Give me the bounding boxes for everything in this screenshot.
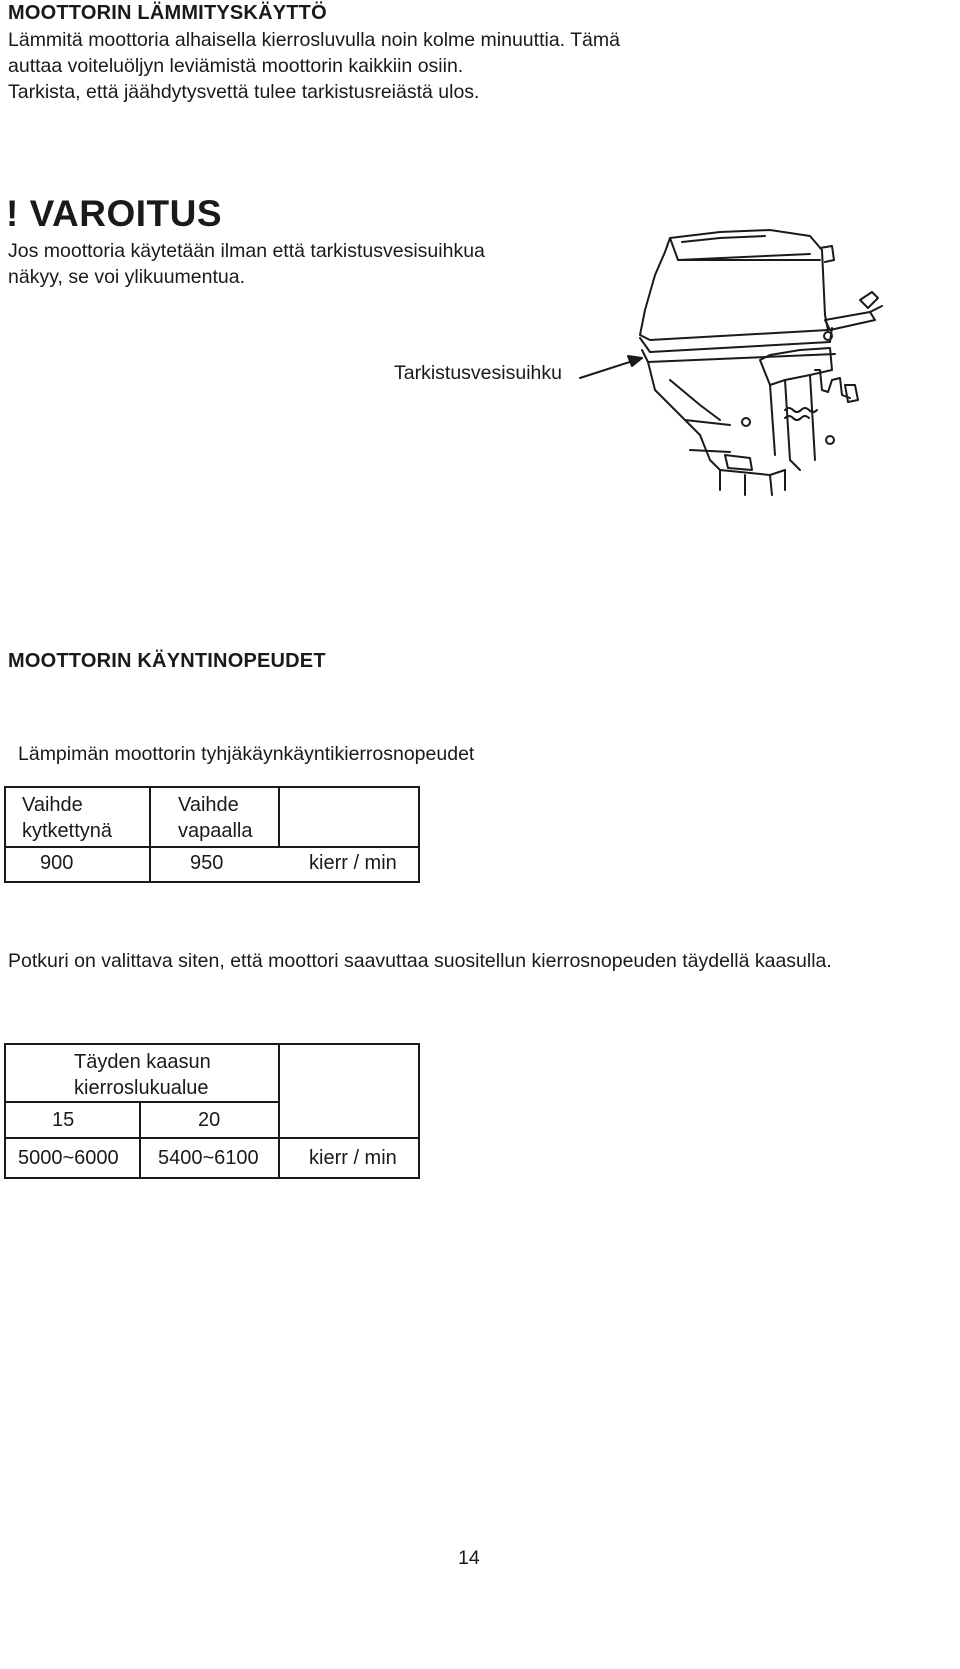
idle-header-neutral: Vaihde vapaalla	[178, 794, 253, 842]
throttle-range-15: 5000~6000	[18, 1147, 119, 1169]
callout-label: Tarkistusvesisuihku	[394, 362, 562, 384]
warmup-line-3: Tarkista, että jäähdytysvettä tulee tarkistusreiästä ulos.	[8, 81, 480, 103]
warmup-line-1: Lämmitä moottoria alhaisella kierrosluvulla noin kolme minuuttia. Tämä	[8, 29, 620, 51]
throttle-range-20: 5400~6100	[158, 1147, 259, 1169]
throttle-header: Täyden kaasun kierroslukualue	[74, 1051, 211, 1099]
warmup-paragraph	[8, 27, 948, 105]
idle-subtitle: Lämpimän moottorin tyhjäkäynkäyntikierrosnopeudet	[18, 743, 475, 765]
idle-value-neutral: 950	[190, 852, 224, 874]
warning-line-1: Jos moottoria käytetään ilman että tarkistusvesisuihkua	[8, 240, 485, 262]
warning-line-2: näkyy, se voi ylikuumentua.	[8, 266, 245, 288]
warning-title: ! VAROITUS	[6, 193, 223, 234]
propeller-note: Potkuri on valittava siten, että moottori saavuttaa suositellun kierrosnopeuden täydellä kaasulla.	[8, 950, 832, 972]
outboard-motor-illustration	[570, 220, 910, 500]
section-title-speeds: MOOTTORIN KÄYNTINOPEUDET	[8, 650, 326, 672]
idle-header-in-gear: Vaihde kytkettynä	[22, 794, 113, 842]
idle-unit: kierr / min	[309, 852, 397, 874]
throttle-model-20: 20	[198, 1109, 221, 1131]
page-number: 14	[458, 1547, 480, 1569]
clamp-screw	[815, 370, 850, 398]
top-cowling	[640, 230, 828, 340]
warning-paragraph	[8, 238, 608, 290]
section-title-warmup: MOOTTORIN LÄMMITYSKÄYTTÖ	[8, 2, 327, 24]
callout-arrow-head	[628, 356, 642, 366]
throttle-unit: kierr / min	[309, 1147, 397, 1169]
idle-value-in-gear: 900	[40, 852, 74, 874]
throttle-model-15: 15	[52, 1109, 75, 1131]
midsection-front	[648, 362, 720, 470]
warmup-line-2: auttaa voiteluöljyn leviämistä moottorin kaikkiin osiin.	[8, 55, 464, 77]
